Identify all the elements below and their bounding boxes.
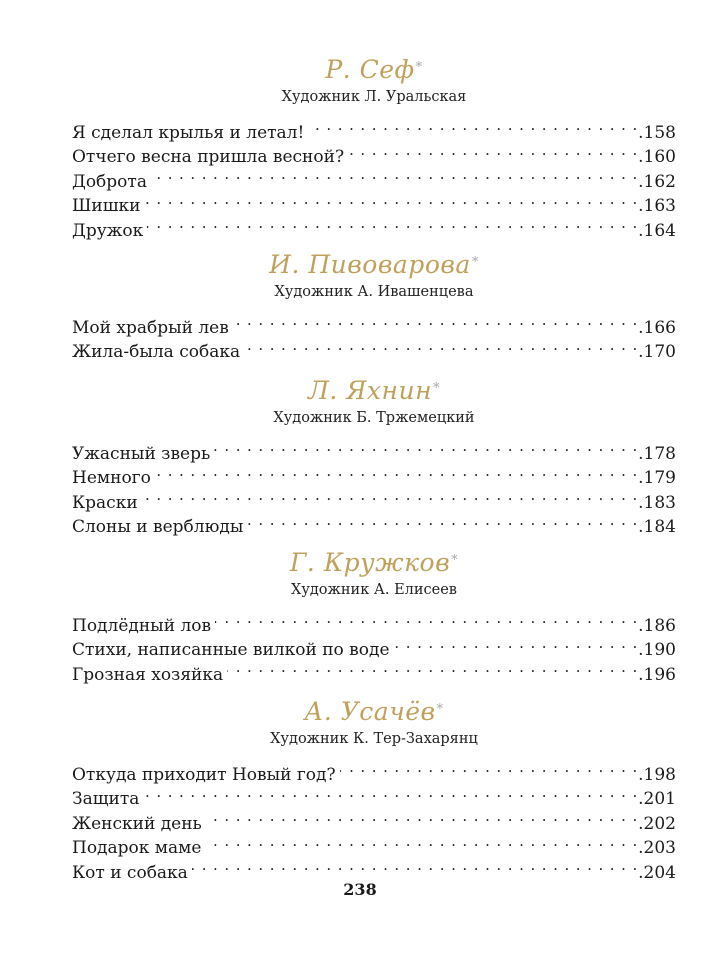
dot-leader: [206, 804, 638, 829]
toc-entry[interactable]: [72, 606, 676, 636]
toc-entry[interactable]: [72, 483, 676, 513]
dot-leader: [214, 434, 638, 459]
entry-title: Отчего весна пришла весной?: [72, 147, 345, 167]
entry-page-number: . 202: [638, 812, 676, 837]
toc-entry[interactable]: [72, 162, 676, 192]
dot-leader: [233, 308, 638, 333]
toc-entry[interactable]: [72, 113, 676, 143]
dot-leader: [147, 211, 638, 236]
entry-page-number: . 158: [638, 121, 676, 146]
entry-page-number: . 186: [638, 614, 676, 639]
illustrator-credit: Художник А. Елисеев: [291, 582, 457, 598]
toc-entry[interactable]: [72, 780, 676, 809]
illustrator-credit: Художник Л. Уральская: [281, 89, 467, 105]
dot-leader: [340, 755, 639, 780]
entry-title: Я сделал крылья и летал!: [72, 122, 305, 143]
entry-page-number: . 203: [638, 836, 676, 861]
entry-page-number: . 198: [638, 763, 676, 788]
toc-section-usachev: [72, 697, 676, 883]
entry-page-number: . 184: [638, 515, 676, 540]
entry-title: Шишки: [72, 196, 141, 216]
entry-title: Жила-была собака: [72, 342, 241, 362]
toc-entry[interactable]: [72, 434, 676, 464]
dot-leader: [142, 483, 638, 508]
entry-title: Защита: [72, 789, 140, 809]
entry-title: Ужасный зверь: [72, 443, 211, 464]
entry-page-number: . 166: [638, 316, 676, 341]
entry-title: Подлёдный лов: [72, 615, 212, 636]
entry-list: [72, 113, 676, 241]
dot-leader: [192, 853, 638, 878]
entry-page-number: . 196: [638, 663, 676, 688]
asterisk-mark: *: [415, 60, 423, 75]
dot-leader: [244, 333, 638, 358]
entry-list: [72, 308, 676, 362]
toc-entry[interactable]: [72, 459, 676, 488]
illustrator-credit: Художник К. Тер-Захарянц: [270, 731, 478, 747]
entry-title: Доброта: [72, 171, 147, 192]
dot-leader: [155, 459, 638, 484]
asterisk-mark: *: [436, 702, 444, 717]
dot-leader: [348, 138, 638, 163]
toc-entry[interactable]: [72, 187, 676, 216]
toc-entry[interactable]: [72, 804, 676, 834]
dot-leader: [151, 162, 638, 187]
illustrator-credit: Художник А. Ивашенцева: [274, 284, 474, 300]
entry-page-number: . 190: [638, 638, 676, 663]
toc-section-kruzhkov: [72, 548, 676, 685]
entry-title: Мой храбрый лев: [72, 317, 229, 338]
dot-leader: [247, 508, 638, 533]
asterisk-mark: *: [433, 381, 441, 396]
author-heading: И. Пивоварова*: [269, 250, 479, 279]
author-heading: А. Усачёв*: [304, 697, 444, 726]
entry-title: Грозная хозяйка: [72, 664, 224, 685]
entry-page-number: . 179: [638, 466, 676, 491]
illustrator-credit: Художник Б. Тржемецкий: [273, 410, 475, 426]
entry-page-number: . 204: [638, 861, 676, 886]
entry-title: Стихи, написанные вилкой по воде: [72, 640, 390, 660]
entry-title: Слоны и верблюды: [72, 517, 244, 537]
dot-leader: [215, 606, 638, 631]
entry-title: Откуда приходит Новый год?: [72, 764, 336, 785]
toc-entry[interactable]: [72, 211, 676, 241]
asterisk-mark: *: [451, 553, 459, 568]
dot-leader: [308, 113, 638, 138]
entry-list: [72, 606, 676, 685]
entry-title: Подарок маме: [72, 838, 202, 858]
author-heading: Р. Сеф*: [325, 55, 423, 84]
toc-section-sef: [72, 55, 676, 241]
entry-page-number: . 163: [638, 194, 676, 219]
entry-page-number: . 183: [638, 491, 676, 516]
dot-leader: [394, 631, 639, 656]
author-heading: Г. Кружков*: [289, 548, 459, 577]
entry-page-number: . 178: [638, 442, 676, 467]
entry-title: Немного: [72, 468, 151, 488]
toc-section-yakhnin: [72, 376, 676, 537]
toc-entry[interactable]: [72, 508, 676, 537]
entry-title: Дружок: [72, 220, 144, 241]
dot-leader: [227, 655, 638, 680]
entry-title: Женский день: [72, 813, 202, 834]
entry-list: [72, 755, 676, 883]
entry-list: [72, 434, 676, 537]
entry-page-number: . 164: [638, 219, 676, 244]
entry-page-number: . 162: [638, 170, 676, 195]
asterisk-mark: *: [471, 255, 479, 270]
entry-page-number: . 160: [638, 145, 676, 170]
entry-page-number: . 170: [638, 340, 676, 365]
toc-entry[interactable]: [72, 308, 676, 338]
dot-leader: [145, 187, 639, 212]
entry-page-number: . 201: [638, 787, 676, 812]
toc-entry[interactable]: [72, 755, 676, 785]
dot-leader: [205, 829, 638, 854]
author-heading: Л. Яхнин*: [307, 376, 441, 405]
toc-section-pivovarova: [72, 250, 676, 362]
page-number: 238: [343, 880, 377, 899]
entry-title: Кот и собака: [72, 862, 188, 883]
entry-title: Краски: [72, 492, 138, 513]
dot-leader: [143, 780, 638, 805]
